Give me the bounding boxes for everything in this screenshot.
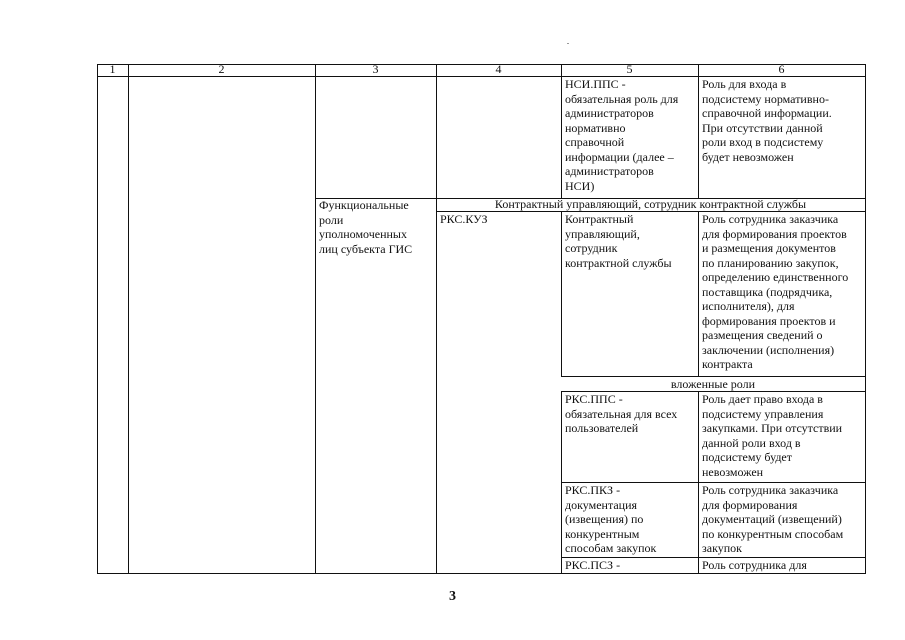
nested-roles-label: вложенные роли	[670, 377, 756, 391]
table-border-right	[865, 64, 866, 573]
scan-speck	[567, 43, 569, 44]
nsi-role-name: НСИ.ППС - обязательная роль для администраторов нормативно справочной информации (далее – администраторов НСИ)	[565, 77, 679, 193]
column-divider-4-mid	[561, 211, 562, 376]
header-col-6: 6	[778, 62, 785, 76]
column-divider-1	[128, 64, 129, 573]
rks-pps-name: РКС.ППС - обязательная для всех пользователей	[565, 392, 678, 435]
section-title: Контрактный управляющий, сотрудник контрактной службы	[494, 197, 807, 211]
table-border-bottom	[97, 573, 866, 574]
rks-psz-description: Роль сотрудника для	[702, 558, 807, 572]
table-border-left	[97, 64, 98, 573]
page-number: 3	[449, 589, 456, 604]
rks-pkz-description: Роль сотрудника заказчика для формирования документаций (извещений) по конкурентным способам закупок	[702, 483, 844, 555]
header-col-2: 2	[218, 62, 225, 76]
header-col-3: 3	[372, 62, 379, 76]
header-col-1: 1	[109, 62, 116, 76]
column-divider-5-top	[698, 64, 699, 198]
column-divider-5-mid	[698, 211, 699, 376]
column-divider-4-top	[561, 64, 562, 198]
column-divider-3	[436, 64, 437, 573]
rks-kuz-description: Роль сотрудника заказчика для формирования проектов и размещения документов по планированию закупок, определению единственного поставщика (подрядчика, исполнителя), для формирования проектов и размещения сведений о заключении (исполнения) контракта	[702, 212, 849, 371]
header-col-4: 4	[495, 62, 502, 76]
rks-kuz-name: Контрактный управляющий, сотрудник контрактной службы	[565, 212, 672, 270]
functional-roles-label: Функциональные роли уполномоченных лиц субъекта ГИС	[319, 198, 413, 256]
nsi-role-description: Роль для входа в подсистему нормативно- справочной информации. При отсутствии данной роли вход в подсистему будет невозможен	[702, 77, 832, 164]
rks-kuz-code: РКС.КУЗ	[440, 212, 488, 226]
rks-pkz-name: РКС.ПКЗ - документация (извещения) по конкурентным способам закупок	[565, 483, 657, 555]
rks-pps-description: Роль дает право входа в подсистему управления закупками. При отсутствии данной роли вход в подсистему будет невозможен	[702, 392, 843, 479]
rks-psz-name: РКС.ПСЗ -	[565, 558, 621, 572]
header-col-5: 5	[626, 62, 633, 76]
column-divider-2	[315, 64, 316, 573]
